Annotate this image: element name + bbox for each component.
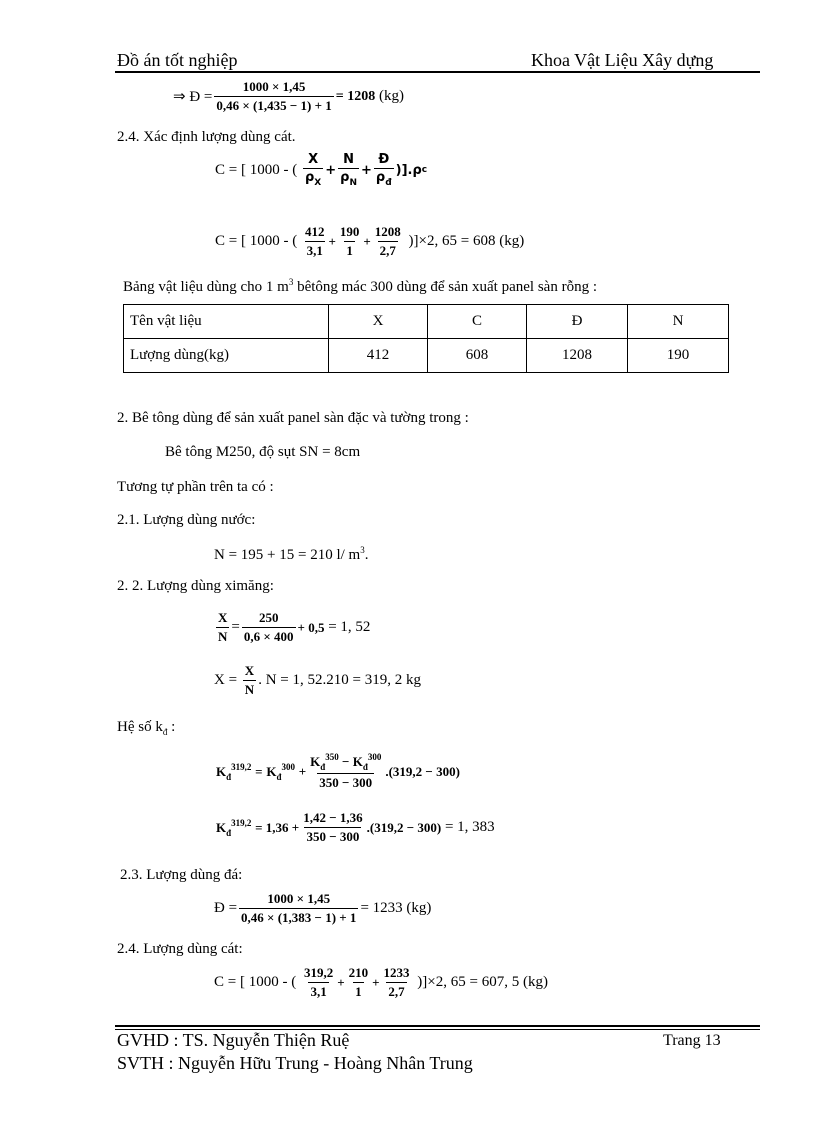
table-row: [124, 339, 729, 373]
equation-x: X = $\frac{X}{N}$ . N = 1, 52.210 = 319, 2 kg: [214, 663, 421, 697]
section-title-2: 2. Bê tông dùng để sản xuất panel sàn đặc và tường trong :: [117, 410, 469, 426]
table-cell: 190: [628, 339, 729, 373]
footer-svth: SVTH : Nguyễn Hữu Trung - Hoàng Nhân Trung: [117, 1053, 473, 1073]
header-cell: Đ: [527, 305, 628, 339]
section-title-2-4b: 2.4. Lượng dùng cát:: [117, 941, 243, 957]
section-title-2-3: 2.3. Lượng dùng đá:: [120, 867, 243, 883]
header-cell: X: [329, 305, 428, 339]
equation-c-general: C = [ 1000 - ( $\frac{X}{\rho_X}$ + $\frac{N}{\rho_N}$ + $\frac{Đ}{\rho_đ}$ )].ρ c: [215, 152, 428, 188]
table-cell: Lượng dùng(kg): [124, 339, 329, 373]
fraction: $\frac{1000 \times 1,45}{0,46 \times (1,435 - 1) + 1}$: [216, 79, 332, 113]
equation-k-interpolation: $K_đ^{319,2}$ = $K_đ^{300}$ + $\frac{K_đ^{350} - K_đ^{300}}{350 - 300}$ .(319,2 − 300): [216, 752, 460, 790]
equation-c-300: C = [ 1000 - ( $\frac{412}{3,1}$ + $\frac{190}{1}$ + $\frac{1208}{2,7}$ )]×2, 65 = 608 (kg): [215, 224, 525, 258]
equation-x-over-n: $\frac{X}{N}$ = $\frac{250}{0,6 \times 400}$ + 0,5 = 1, 52: [218, 610, 371, 644]
header-cell: N: [628, 305, 729, 339]
table-cell: 608: [428, 339, 527, 373]
equation-k-result: $K_đ^{319,2}$ = 1,36 + $\frac{1,42 - 1,36}{350 - 300}$ .(319,2 − 300) = 1, 383: [216, 810, 495, 844]
section-title-2-1: 2.1. Lượng dùng nước:: [117, 512, 256, 528]
kd-label: Hệ số $k_đ$ :: [117, 719, 176, 737]
table-cell: 412: [329, 339, 428, 373]
header-cell: C: [428, 305, 527, 339]
section-title-2-2: 2. 2. Lượng dùng ximăng:: [117, 578, 274, 594]
section-title-2-4a: 2.4. Xác định lượng dùng cát.: [117, 129, 296, 145]
table-caption: Bảng vật liệu dùng cho 1 $m^3$ bêtông mác 300 dùng để sản xuất panel sàn rỗng :: [123, 277, 597, 295]
footer-gvhd: GVHD : TS. Nguyễn Thiện Ruệ: [117, 1030, 350, 1050]
page-number: Trang 13: [663, 1032, 721, 1049]
equation-d-250: Đ = $\frac{1000 \times 1,45}{0,46 \times (1,383 - 1) + 1}$ = 1233 (kg): [214, 891, 432, 925]
table-header-row: [124, 305, 729, 339]
equation-c-250: C = [ 1000 - ( $\frac{319,2}{3,1}$ + $\frac{210}{1}$ + $\frac{1233}{2,7}$ )]×2, 65 = 607, 5 (kg): [214, 965, 548, 999]
table-cell: 1208: [527, 339, 628, 373]
header-left: Đồ án tốt nghiệp: [117, 50, 238, 70]
concrete-spec: Bê tông M250, độ sụt SN = 8cm: [165, 444, 361, 460]
equation-n: N = 195 + 15 = 210 l/ $m^3$.: [214, 545, 369, 563]
similar-text: Tương tự phần trên ta có :: [117, 479, 274, 495]
materials-table: [123, 304, 729, 373]
equation-d-300: ⇒ Đ = $\frac{1000 \times 1,45}{0,46 \times (1,435 - 1) + 1}$ = 1208 (kg): [173, 79, 404, 113]
header-right: Khoa Vật Liệu Xây dựng: [531, 50, 714, 70]
header-cell: Tên vật liệu: [124, 305, 329, 339]
header-rule: [115, 71, 760, 73]
footer-rule-top: [115, 1025, 760, 1027]
